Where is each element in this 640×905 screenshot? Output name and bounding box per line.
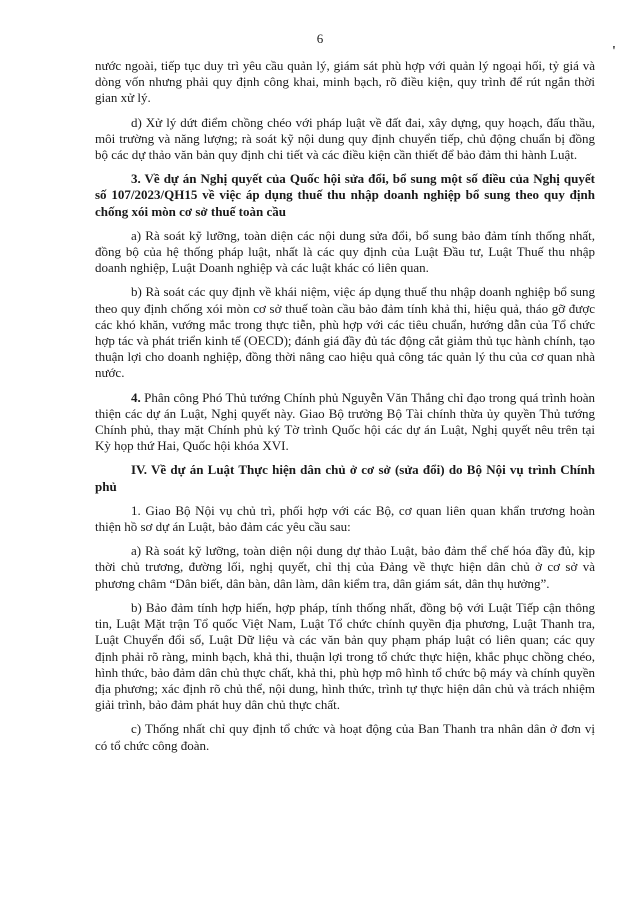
paragraph-item-4 bbox=[95, 390, 595, 455]
document-body bbox=[95, 58, 595, 754]
item-4-text: Phân công Phó Thủ tướng Chính phủ Nguyễn Văn Thắng chỉ đạo trong quá trình hoàn thiện các dự án Luật, Nghị quyết này. Giao Bộ trưởng Bộ Tài chính thừa ủy quyền Thủ tướng Chính phủ, thay mặt Chính phủ ký Tờ trình Quốc hội các dự án Luật, Nghị quyết nêu trên tại Kỳ họp thứ Hai, Quốc hội khóa XVI. bbox=[95, 389, 595, 454]
item-4-number: 4. bbox=[131, 389, 141, 405]
section-heading-3: 3. Về dự án Nghị quyết của Quốc hội sửa đổi, bổ sung một số điều của Nghị quyết số 107/2023/QH15 về việc áp dụng thuế thu nhập doanh nghiệp bổ sung theo quy định chống xói mòn cơ sở thuế toàn cầu bbox=[95, 171, 595, 219]
paragraph-item-1c: c) Thống nhất chỉ quy định tổ chức và hoạt động của Ban Thanh tra nhân dân ở đơn vị có tổ chức công đoàn. bbox=[95, 721, 595, 753]
paragraph-item-1b: b) Bảo đảm tính hợp hiến, hợp pháp, tính thống nhất, đồng bộ với Luật Tiếp cận thông tin, Luật Mặt trận Tổ quốc Việt Nam, Luật Tổ chức chính quyền địa phương, Luật Thanh tra, Luật Chuyển đổi số, Luật Dữ liệu và các văn bản quy phạm pháp luật có liên quan; các quy định phải rõ ràng, minh bạch, khả thi, thuận lợi trong tổ chức thực hiện, khắc phục chồng chéo, hình thức, bảo đảm dân chủ thực chất, khả thi, phù hợp mô hình tổ chức bộ máy và chính quyền địa phương; xác định rõ chủ thể, nội dung, hình thức, trình tự thực hiện dân chủ và trách nhiệm giải trình, bảo đảm phát huy dân chủ thực chất. bbox=[95, 599, 595, 713]
paragraph-item-3a: a) Rà soát kỹ lưỡng, toàn diện các nội dung sửa đổi, bổ sung bảo đảm tính thống nhất, đồng bộ của hệ thống pháp luật, nhất là các quy định của Luật Đầu tư, Luật Thuế thu nhập doanh nghiệp, Luật Doanh nghiệp và các luật khác có liên quan. bbox=[95, 227, 595, 276]
paragraph-item-1: 1. Giao Bộ Nội vụ chủ trì, phối hợp với các Bộ, cơ quan liên quan khẩn trương hoàn thiện hồ sơ dự án Luật, bảo đảm các yêu cầu sau: bbox=[95, 502, 595, 535]
paragraph-item-3b: b) Rà soát các quy định về khái niệm, việc áp dụng thuế thu nhập doanh nghiệp bổ sung theo quy định chống xói mòn cơ sở thuế toàn cầu bảo đảm tính khả thi, hiệu quả, tháo gỡ được các khó khăn, vướng mắc trong thực tiễn, phù hợp với các tiêu chuẩn, hướng dẫn của Tổ chức hợp tác và phát triển kinh tế (OECD); đánh giá đầy đủ tác động cắt giảm thủ tục hành chính, tạo thuận lợi cho doanh nghiệp, đồng thời nâng cao hiệu quả công tác quản lý thu của cơ quan nhà nước. bbox=[95, 284, 595, 381]
paragraph-item-d: d) Xử lý dứt điểm chồng chéo với pháp luật về đất đai, xây dựng, quy hoạch, đấu thầu, môi trường và năng lượng; rà soát kỹ nội dung quy định chuyển tiếp, chủ động chuẩn bị đồng bộ các dự thảo văn bản quy định chi tiết và các điều kiện cần thiết để bảo đảm thi hành Luật. bbox=[95, 114, 595, 163]
paragraph-item-1a: a) Rà soát kỹ lưỡng, toàn diện nội dung dự thảo Luật, bảo đảm thể chế hóa đầy đủ, kịp thời chủ trương, đường lối, nghị quyết, chỉ thị của Đảng về thực hiện dân chủ ở cơ sở và phương châm “Dân biết, dân bàn, dân làm, dân kiểm tra, dân giám sát, dân thụ hưởng”. bbox=[95, 543, 595, 591]
section-heading-iv: IV. Về dự án Luật Thực hiện dân chủ ở cơ sở (sửa đổi) do Bộ Nội vụ trình Chính phủ bbox=[95, 462, 595, 494]
paragraph-continuation: nước ngoài, tiếp tục duy trì yêu cầu quản lý, giám sát phù hợp với quản lý ngoại hối, tỷ giá và dòng vốn nhưng phải quy định công khai, minh bạch, rõ điều kiện, quy trình để rút ngắn thời gian xử lý. bbox=[95, 58, 595, 106]
corner-mark: ' bbox=[612, 44, 616, 59]
page-number: 6 bbox=[316, 31, 324, 46]
